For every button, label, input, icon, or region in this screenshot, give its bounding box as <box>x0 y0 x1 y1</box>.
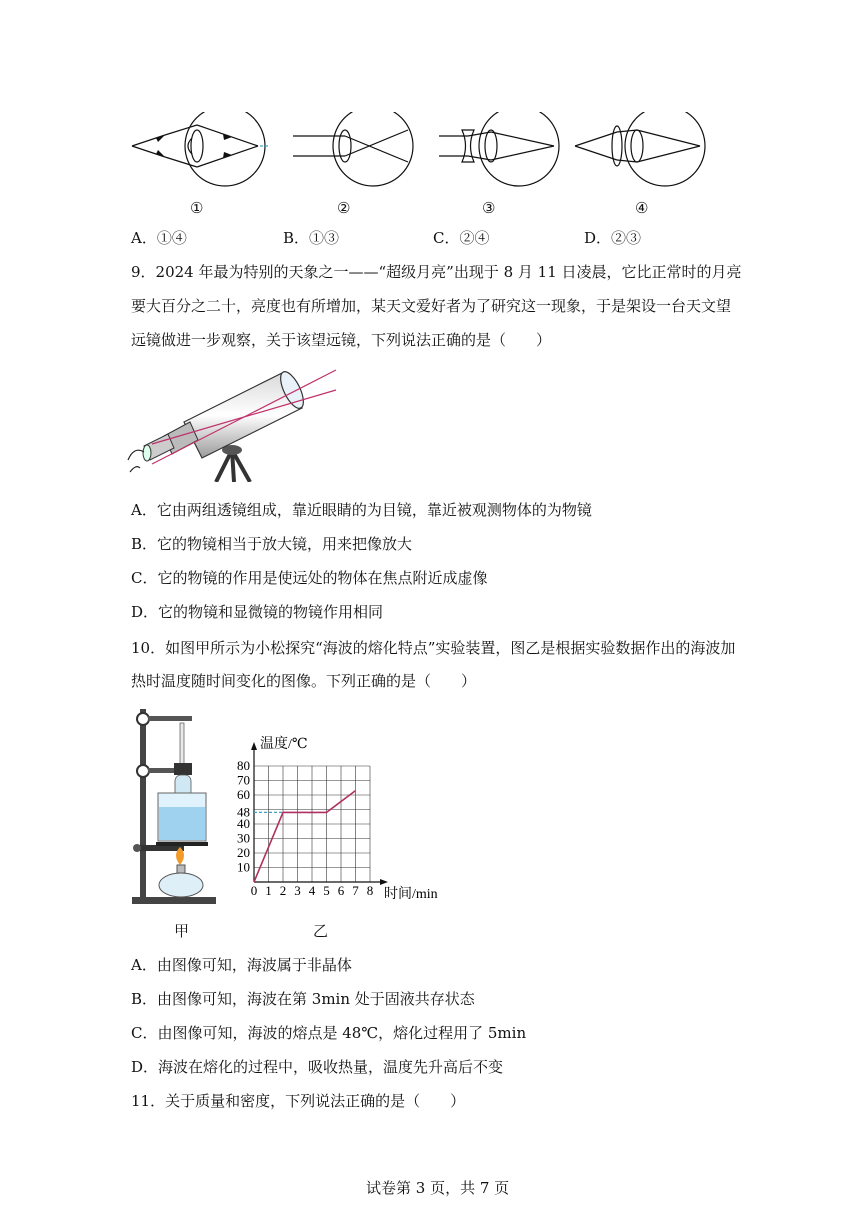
y-tick-label: 70 <box>237 772 250 788</box>
q9-option-d[interactable]: D．它的物镜和显微镜的物镜作用相同 <box>131 603 384 621</box>
q9-line-2: 要大百分之二十，亮度也有所增加，某天文爱好者为了研究这一现象，于是架设一台天文望 <box>131 297 732 315</box>
x-axis-label: 时间/min <box>384 887 438 902</box>
eye-figure-3 <box>439 112 559 186</box>
q8-option-a[interactable]: A．①④ <box>131 229 187 247</box>
x-tick-label: 6 <box>337 883 345 898</box>
q10-option-b[interactable]: B．由图像可知，海波在第 3min 处于固液共存状态 <box>131 990 475 1008</box>
eye-label-1: ① <box>190 199 204 217</box>
eye-diagrams <box>120 112 720 222</box>
y-axis-arrow <box>251 742 257 750</box>
eye-figure-4 <box>575 112 705 186</box>
temperature-time-chart <box>226 730 446 910</box>
x-tick-label: 3 <box>294 883 301 898</box>
q9-option-c[interactable]: C．它的物镜的作用是使远处的物体在焦点附近成虚像 <box>131 569 488 587</box>
y-tick-label: 40 <box>237 816 250 831</box>
q9-line-3: 远镜做进一步观察，关于该望远镜，下列说法正确的是（ ） <box>131 331 552 349</box>
x-tick-label: 4 <box>308 883 316 898</box>
caption-jia: 甲 <box>174 922 190 940</box>
y-tick-label: 80 <box>237 758 250 773</box>
eye-label-2: ② <box>337 199 351 217</box>
telescope-figure <box>124 360 344 482</box>
q10-line-1: 10．如图甲所示为小松探究“海波的熔化特点”实验装置，图乙是根据实验数据作出的海波加 <box>131 639 736 657</box>
x-axis-arrow <box>380 879 388 885</box>
eye-figure-1 <box>132 112 270 186</box>
page-footer: 试卷第 3 页，共 7 页 <box>366 1179 510 1197</box>
q8-option-b[interactable]: B．①③ <box>283 229 340 247</box>
y-tick-label: 48 <box>237 804 250 820</box>
q9-option-a[interactable]: A．它由两组透镜组成，靠近眼睛的为目镜，靠近被观测物体的为物镜 <box>131 501 592 519</box>
eye-figure-2 <box>293 112 413 186</box>
x-tick-label: 1 <box>265 883 272 898</box>
eye-label-3: ③ <box>482 199 496 217</box>
q10-line-2: 热时温度随时间变化的图像。下列正确的是（ ） <box>131 672 477 690</box>
x-tick-label: 5 <box>323 883 330 898</box>
x-tick-label: 0 <box>250 883 258 898</box>
y-tick-label: 20 <box>237 845 250 860</box>
y-axis-label: 温度/℃ <box>260 737 308 752</box>
series-line <box>254 791 356 882</box>
q10-option-a[interactable]: A．由图像可知，海波属于非晶体 <box>131 956 352 974</box>
apparatus-figure <box>128 705 224 910</box>
x-tick-label: 7 <box>352 883 359 898</box>
y-tick-label: 30 <box>237 830 250 846</box>
q8-option-c[interactable]: C．②④ <box>433 229 490 247</box>
q9-option-b[interactable]: B．它的物镜相当于放大镜，用来把像放大 <box>131 535 413 553</box>
eye-label-4: ④ <box>635 199 649 217</box>
q10-option-c[interactable]: C．由图像可知，海波的熔点是 48℃，熔化过程用了 5min <box>131 1024 527 1042</box>
q8-option-d[interactable]: D．②③ <box>584 229 642 247</box>
q9-line-1: 9．2024 年最为特别的天象之一——“超级月亮”出现于 8 月 11 日凌晨，它比正常时的月亮 <box>131 263 742 281</box>
x-tick-label: 8 <box>366 883 374 898</box>
q10-option-d[interactable]: D．海波在熔化的过程中，吸收热量，温度先升高后不变 <box>131 1058 504 1076</box>
caption-yi: 乙 <box>313 922 329 940</box>
y-tick-label: 60 <box>237 787 250 802</box>
x-tick-label: 2 <box>279 883 287 898</box>
y-tick-label: 10 <box>237 859 250 875</box>
q11-line-1: 11．关于质量和密度，下列说法正确的是（ ） <box>131 1092 466 1110</box>
